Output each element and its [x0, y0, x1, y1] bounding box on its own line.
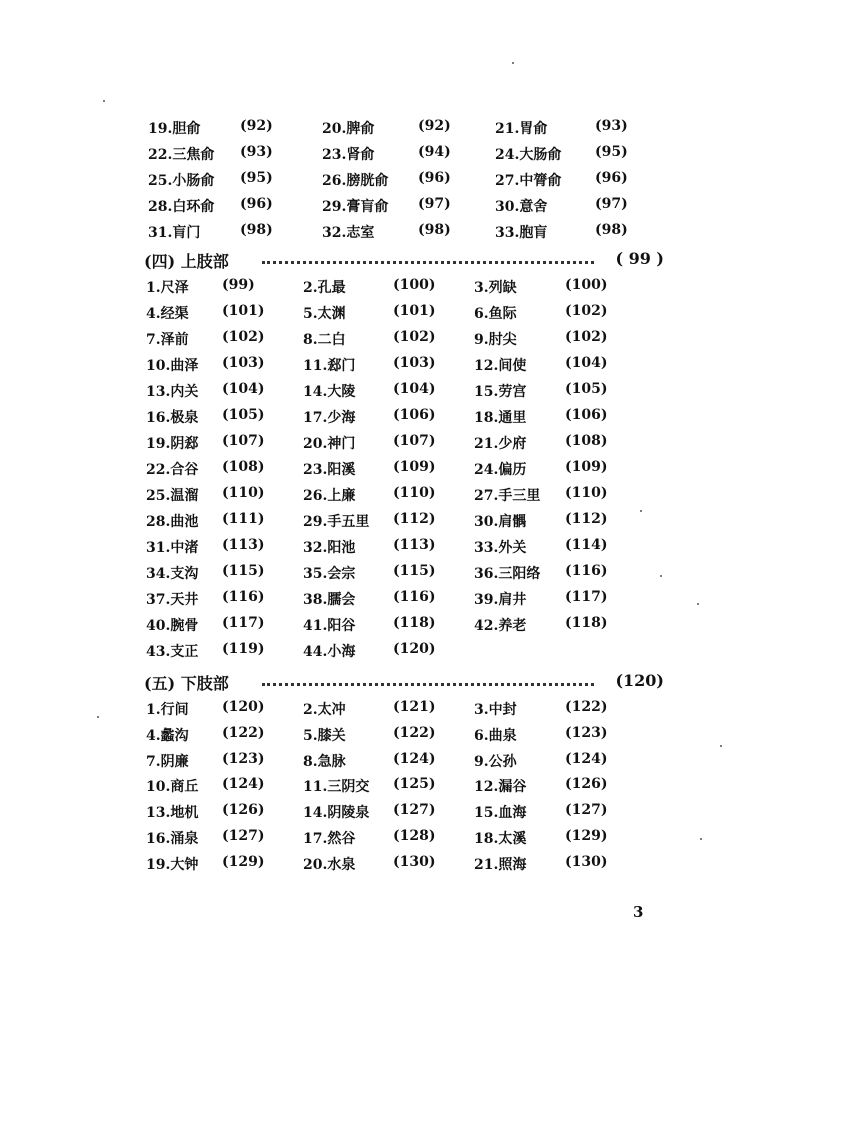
acupoint-page: (116) [222, 589, 265, 605]
acupoint-page: (108) [222, 459, 265, 475]
acupoint-page: (117) [565, 589, 608, 605]
toc-row [0, 459, 866, 483]
acupoint-name: 5.膝关 [303, 727, 346, 744]
acupoint-name: 8.急脉 [303, 753, 346, 770]
acupoint-page: (127) [222, 828, 265, 844]
acupoint-name: 21.胃俞 [495, 121, 548, 137]
acupoint-name: 24.偏历 [474, 462, 527, 478]
acupoint-page: (105) [222, 407, 265, 423]
acupoint-page: (114) [565, 537, 608, 553]
scan-speck [697, 603, 699, 605]
toc-row [0, 589, 866, 613]
acupoint-page: (110) [393, 485, 436, 501]
scan-speck [103, 100, 105, 102]
toc-row [0, 485, 866, 509]
acupoint-page: (111) [222, 511, 265, 527]
acupoint-page: (115) [393, 563, 436, 579]
acupoint-name: 27.中膂俞 [495, 173, 562, 190]
toc-row [0, 381, 866, 405]
acupoint-page: (113) [393, 537, 436, 553]
toc-row [0, 277, 866, 301]
acupoint-name: 30.意舍 [495, 199, 548, 216]
acupoint-name: 15.劳宫 [474, 384, 527, 400]
acupoint-name: 21.照海 [474, 856, 527, 873]
acupoint-name: 7.泽前 [146, 332, 189, 348]
acupoint-page: (124) [565, 750, 608, 767]
section-page: ( 99 ) [615, 249, 664, 268]
toc-row [0, 355, 866, 379]
acupoint-page: (128) [393, 828, 436, 844]
acupoint-name: 26.膀胱俞 [322, 173, 389, 190]
toc-row [0, 433, 866, 457]
acupoint-page: (93) [595, 118, 628, 134]
toc-row [0, 776, 866, 800]
acupoint-page: (102) [565, 329, 608, 345]
dot-leader [262, 261, 594, 264]
toc-row [0, 329, 866, 353]
toc-row [0, 222, 866, 246]
acupoint-name: 13.地机 [146, 805, 199, 822]
toc-row [0, 751, 866, 775]
acupoint-name: 2.孔最 [303, 280, 346, 296]
acupoint-name: 20.水泉 [303, 856, 356, 873]
acupoint-page: (103) [222, 355, 265, 371]
acupoint-name: 14.阴陵泉 [303, 805, 370, 822]
toc-row [0, 144, 866, 168]
acupoint-name: 25.小肠俞 [148, 173, 215, 190]
acupoint-page: (96) [240, 196, 273, 213]
acupoint-name: 33.胞肓 [495, 225, 548, 242]
acupoint-name: 31.肓门 [148, 225, 201, 242]
acupoint-name: 37.天井 [146, 592, 199, 608]
acupoint-page: (129) [222, 853, 265, 870]
acupoint-page: (127) [393, 802, 436, 819]
toc-row [0, 854, 866, 878]
toc-row [0, 170, 866, 194]
section-heading [144, 671, 664, 695]
scan-speck [512, 62, 514, 64]
acupoint-page: (112) [393, 511, 436, 527]
acupoint-name: 32.阳池 [303, 540, 356, 556]
acupoint-name: 3.中封 [474, 702, 517, 718]
acupoint-name: 12.漏谷 [474, 779, 527, 796]
acupoint-name: 36.三阳络 [474, 566, 541, 582]
acupoint-page: (104) [565, 355, 608, 371]
acupoint-name: 32.志室 [322, 225, 375, 242]
acupoint-name: 44.小海 [303, 644, 356, 660]
acupoint-page: (118) [393, 615, 436, 631]
acupoint-page: (117) [222, 615, 265, 631]
acupoint-page: (100) [565, 277, 608, 293]
toc-row [0, 511, 866, 535]
toc-row [0, 407, 866, 431]
acupoint-name: 11.三阴交 [303, 779, 370, 796]
acupoint-page: (124) [222, 776, 265, 793]
scan-speck [720, 745, 722, 747]
acupoint-name: 19.胆俞 [148, 121, 201, 137]
acupoint-page: (122) [393, 724, 436, 741]
toc-row [0, 725, 866, 749]
acupoint-page: (126) [222, 802, 265, 819]
acupoint-name: 28.曲池 [146, 514, 199, 530]
acupoint-name: 42.养老 [474, 618, 527, 634]
toc-row [0, 563, 866, 587]
toc-row [0, 303, 866, 327]
acupoint-page: (110) [565, 485, 608, 501]
acupoint-page: (113) [222, 537, 265, 553]
acupoint-page: (130) [565, 853, 608, 870]
acupoint-name: 9.肘尖 [474, 332, 517, 348]
acupoint-page: (92) [240, 118, 273, 134]
scan-speck [660, 575, 662, 577]
acupoint-page: (109) [565, 459, 608, 475]
acupoint-name: 24.大肠俞 [495, 147, 562, 164]
acupoint-page: (107) [393, 433, 436, 449]
acupoint-name: 2.太冲 [303, 702, 346, 718]
acupoint-name: 3.列缺 [474, 280, 517, 296]
toc-row [0, 537, 866, 561]
toc-row [0, 802, 866, 826]
acupoint-name: 30.肩髃 [474, 514, 527, 530]
acupoint-name: 12.间使 [474, 358, 527, 374]
acupoint-page: (102) [565, 303, 608, 319]
acupoint-name: 38.臑会 [303, 592, 356, 608]
dot-leader [262, 683, 594, 686]
acupoint-page: (102) [222, 329, 265, 345]
acupoint-name: 34.支沟 [146, 566, 199, 582]
acupoint-page: (101) [393, 303, 436, 319]
acupoint-name: 18.太溪 [474, 831, 527, 847]
acupoint-page: (98) [418, 222, 451, 239]
acupoint-page: (95) [240, 170, 273, 187]
acupoint-name: 26.上廉 [303, 488, 356, 504]
acupoint-page: (94) [418, 144, 451, 161]
acupoint-page: (110) [222, 485, 265, 501]
scan-speck [97, 716, 99, 718]
acupoint-page: (130) [393, 853, 436, 870]
acupoint-name: 19.大钟 [146, 856, 199, 873]
toc-row [0, 615, 866, 639]
acupoint-page: (119) [222, 641, 265, 657]
section-title: (五) 下肢部 [144, 671, 231, 694]
acupoint-page: (98) [595, 222, 628, 239]
section-page: (120) [615, 671, 664, 690]
acupoint-page: (116) [393, 589, 436, 605]
scan-speck [640, 510, 642, 512]
acupoint-name: 40.腕骨 [146, 618, 199, 634]
acupoint-name: 31.中渚 [146, 540, 199, 556]
acupoint-name: 33.外关 [474, 540, 527, 556]
acupoint-page: (112) [565, 511, 608, 527]
acupoint-page: (121) [393, 699, 436, 715]
acupoint-page: (123) [222, 750, 265, 767]
acupoint-name: 23.肾俞 [322, 147, 375, 164]
acupoint-name: 11.郄门 [303, 358, 356, 374]
acupoint-name: 21.少府 [474, 436, 527, 452]
toc-row [0, 641, 866, 665]
acupoint-name: 20.神门 [303, 436, 356, 452]
acupoint-name: 25.温溜 [146, 488, 199, 504]
acupoint-name: 29.膏肓俞 [322, 199, 389, 216]
acupoint-name: 41.阳谷 [303, 618, 356, 634]
acupoint-name: 16.涌泉 [146, 831, 199, 847]
acupoint-name: 17.少海 [303, 410, 356, 426]
acupoint-page: (97) [595, 196, 628, 213]
acupoint-page: (120) [393, 641, 436, 657]
acupoint-name: 35.会宗 [303, 566, 356, 582]
acupoint-name: 4.经渠 [146, 306, 189, 322]
scan-speck [700, 838, 702, 840]
acupoint-page: (122) [565, 699, 608, 715]
acupoint-page: (115) [222, 563, 265, 579]
acupoint-name: 18.通里 [474, 410, 527, 426]
acupoint-page: (106) [565, 407, 608, 423]
acupoint-page: (96) [418, 170, 451, 187]
acupoint-name: 17.然谷 [303, 831, 356, 847]
acupoint-name: 13.内关 [146, 384, 199, 400]
acupoint-name: 19.阴郄 [146, 436, 199, 452]
acupoint-name: 29.手五里 [303, 514, 370, 530]
acupoint-page: (93) [240, 144, 273, 161]
acupoint-page: (102) [393, 329, 436, 345]
section-title: (四) 上肢部 [144, 249, 231, 272]
acupoint-page: (122) [222, 724, 265, 741]
acupoint-name: 28.白环俞 [148, 199, 215, 216]
page-number: 3 [633, 903, 644, 921]
acupoint-page: (127) [565, 802, 608, 819]
acupoint-name: 8.二白 [303, 332, 346, 348]
acupoint-name: 1.尺泽 [146, 280, 189, 296]
acupoint-name: 43.支正 [146, 644, 199, 660]
acupoint-page: (124) [393, 750, 436, 767]
acupoint-page: (104) [222, 381, 265, 397]
acupoint-page: (106) [393, 407, 436, 423]
acupoint-page: (107) [222, 433, 265, 449]
acupoint-name: 15.血海 [474, 805, 527, 822]
acupoint-page: (104) [393, 381, 436, 397]
acupoint-name: 4.蠡沟 [146, 727, 189, 744]
section-heading [144, 249, 664, 273]
acupoint-page: (100) [393, 277, 436, 293]
toc-row [0, 828, 866, 852]
acupoint-page: (103) [393, 355, 436, 371]
toc-row [0, 118, 866, 142]
acupoint-name: 6.鱼际 [474, 306, 517, 322]
acupoint-name: 10.商丘 [146, 779, 199, 796]
acupoint-page: (125) [393, 776, 436, 793]
acupoint-page: (123) [565, 724, 608, 741]
acupoint-page: (99) [222, 277, 255, 293]
acupoint-page: (129) [565, 828, 608, 844]
acupoint-page: (116) [565, 563, 608, 579]
toc-row [0, 196, 866, 220]
acupoint-name: 27.手三里 [474, 488, 541, 504]
acupoint-name: 6.曲泉 [474, 727, 517, 744]
acupoint-page: (95) [595, 144, 628, 161]
acupoint-name: 39.肩井 [474, 592, 527, 608]
acupoint-name: 20.脾俞 [322, 121, 375, 137]
acupoint-name: 16.极泉 [146, 410, 199, 426]
acupoint-page: (97) [418, 196, 451, 213]
acupoint-page: (101) [222, 303, 265, 319]
acupoint-page: (105) [565, 381, 608, 397]
acupoint-page: (96) [595, 170, 628, 187]
acupoint-page: (98) [240, 222, 273, 239]
acupoint-page: (126) [565, 776, 608, 793]
acupoint-name: 1.行间 [146, 702, 189, 718]
acupoint-page: (108) [565, 433, 608, 449]
acupoint-name: 10.曲泽 [146, 358, 199, 374]
acupoint-name: 7.阴廉 [146, 753, 189, 770]
acupoint-name: 22.合谷 [146, 462, 199, 478]
acupoint-name: 9.公孙 [474, 753, 517, 770]
acupoint-page: (109) [393, 459, 436, 475]
acupoint-name: 5.太渊 [303, 306, 346, 322]
acupoint-name: 14.大陵 [303, 384, 356, 400]
toc-row [0, 699, 866, 723]
acupoint-page: (118) [565, 615, 608, 631]
acupoint-page: (120) [222, 699, 265, 715]
acupoint-name: 23.阳溪 [303, 462, 356, 478]
acupoint-page: (92) [418, 118, 451, 134]
acupoint-name: 22.三焦俞 [148, 147, 215, 164]
